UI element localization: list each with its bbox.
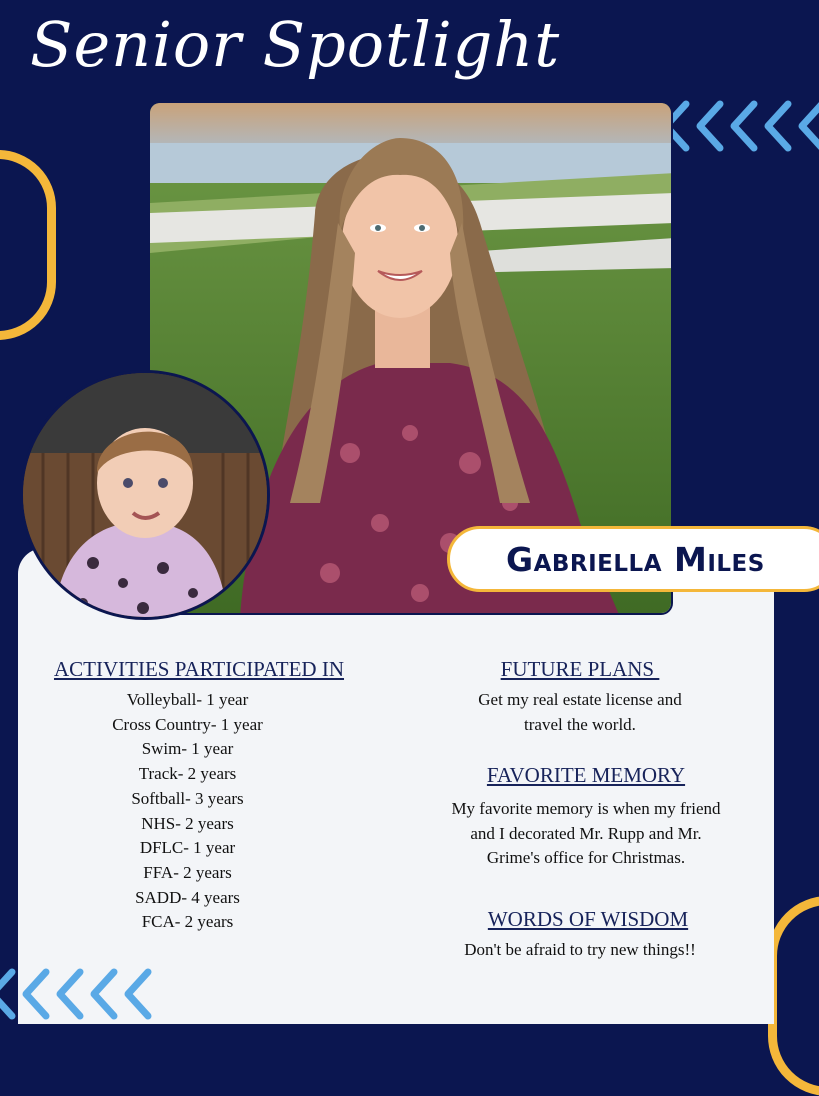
activities-heading: ACTIVITIES PARTICIPATED IN bbox=[53, 657, 345, 681]
student-name: Gabriella Miles bbox=[506, 539, 765, 579]
chevron-left-icon bbox=[94, 972, 114, 1016]
future-plans-heading: FUTURE PLANS bbox=[500, 657, 660, 681]
activity-item: SADD- 4 years bbox=[135, 887, 240, 907]
chevron-left-icon bbox=[128, 972, 148, 1016]
student-name-banner bbox=[447, 526, 819, 592]
activities-list bbox=[80, 688, 295, 935]
activity-item: FCA- 2 years bbox=[141, 912, 234, 932]
activity-item: Volleyball- 1 year bbox=[126, 690, 249, 709]
activity-item: Track- 2 years bbox=[138, 764, 237, 784]
chevron-row-bottom bbox=[0, 968, 156, 1025]
chevron-left-icon bbox=[26, 972, 46, 1016]
chevron-left-icon bbox=[768, 104, 788, 148]
activity-item: Softball- 3 years bbox=[131, 788, 244, 808]
chevron-row-top bbox=[660, 100, 819, 157]
activity-item: DFLC- 1 year bbox=[139, 838, 236, 858]
chevron-left-icon bbox=[700, 104, 720, 148]
page-title: Senior Spotlight bbox=[30, 8, 561, 81]
chevron-left-icon bbox=[60, 972, 80, 1016]
activity-item: FFA- 2 years bbox=[143, 862, 232, 882]
chevron-left-icon bbox=[0, 972, 12, 1016]
activity-item: Swim- 1 year bbox=[141, 739, 234, 759]
activity-item: Cross Country- 1 year bbox=[112, 714, 263, 734]
decorative-ring-right bbox=[768, 896, 819, 1096]
chevron-left-icon bbox=[802, 104, 819, 148]
decorative-ring-left bbox=[0, 150, 56, 340]
favorite-memory-heading: FAVORITE MEMORY bbox=[486, 763, 686, 787]
chevron-left-icon bbox=[734, 104, 754, 148]
favorite-memory-text: My favorite memory is when my friend and I decorated Mr. Rupp and Mr. Grime's office for Christmas. bbox=[451, 799, 721, 868]
baby-photo bbox=[20, 370, 270, 620]
future-plans-text: Get my real estate license and travel the world. bbox=[478, 690, 682, 734]
activity-item: NHS- 2 years bbox=[141, 813, 234, 833]
words-of-wisdom-text: Don't be afraid to try new things!! bbox=[464, 940, 696, 959]
words-of-wisdom-heading: WORDS OF WISDOM bbox=[487, 907, 689, 931]
